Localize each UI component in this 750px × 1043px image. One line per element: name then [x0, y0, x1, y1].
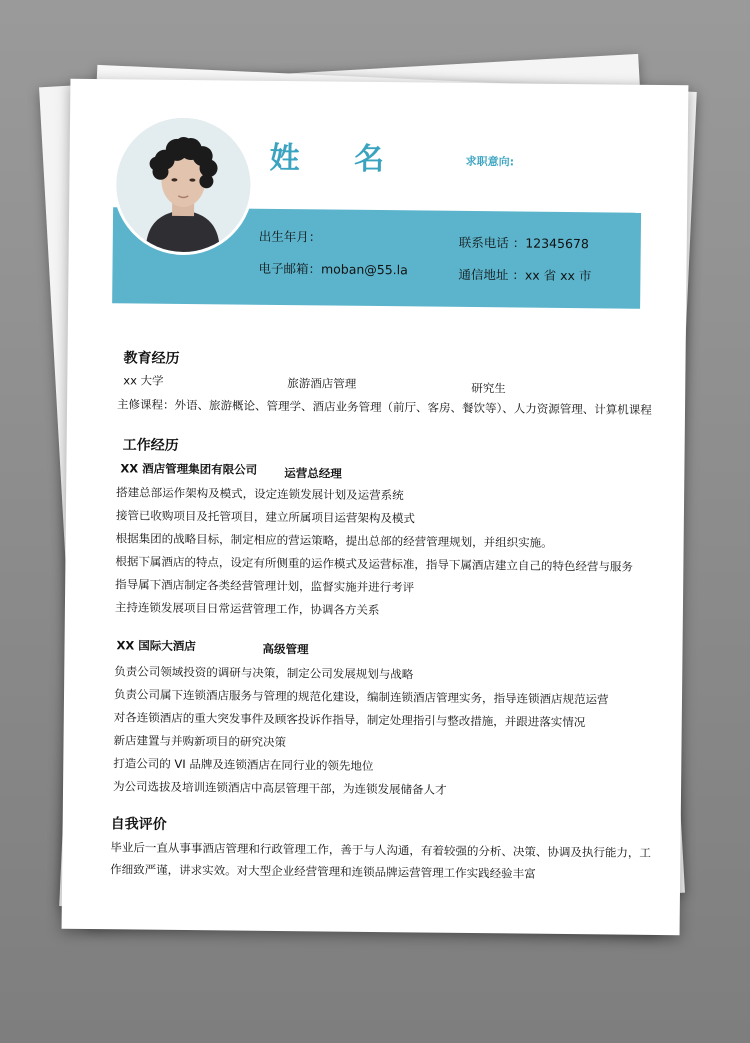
job-duty: 主持连锁发展项目日常运营管理工作，协调各方关系	[114, 600, 380, 618]
job-duty: 根据下属酒店的特点，设定有所侧重的运作模式及运营标准，指导下属酒店建立自己的特色经营与服务	[115, 554, 633, 574]
resume-page	[62, 79, 689, 935]
address-field: 通信地址 ：xx 省 xx 市	[458, 266, 592, 284]
self-eval-text: 作细致严谨，讲求实效。对大型企业经营管理和连锁品牌运营管理工作实践经验丰富	[110, 862, 536, 881]
education-degree: 研究生	[471, 381, 506, 396]
self-eval-heading: 自我评价	[110, 816, 167, 833]
education-major: 旅游酒店管理	[287, 376, 357, 391]
education-courses: 主修课程：外语、旅游概论、管理学、酒店业务管理（前厅、客房、餐饮等）、人力资源管理、计算机课程	[116, 397, 652, 417]
job-position: 运营总经理	[284, 466, 342, 481]
self-eval-text: 毕业后一直从事事酒店管理和行政管理工作，善于与人沟通，有着较强的分析、决策、协调及执行能力，工	[110, 840, 651, 860]
email-field: 电子邮箱：moban@55.la	[258, 260, 408, 278]
job-duty: 根据集团的战略目标，制定相应的营运策略，提出总部的经营管理规划，并组织实施。	[115, 531, 553, 550]
job-duty: 负责公司领域投资的调研与决策，制定公司发展规划与战略	[114, 664, 414, 682]
phone-field: 联系电话 ：12345678	[458, 234, 589, 252]
job-intent-label: 求职意向:	[465, 154, 515, 169]
avatar	[113, 114, 254, 255]
work-heading: 工作经历	[122, 437, 179, 454]
job-company: XX 国际大酒店	[116, 638, 196, 654]
job-position: 高级管理	[262, 641, 309, 657]
job-duty: 负责公司属下连锁酒店服务与管理的规范化建设，编制连锁酒店管理实务，指导连锁酒店规范运营	[113, 687, 609, 707]
education-school: xx 大学	[123, 373, 164, 388]
job-duty: 为公司选拔及培训连锁酒店中高层管理干部，为连锁发展储备人才	[112, 779, 447, 797]
birth-date-field: 出生年月：	[258, 228, 322, 245]
job-duty: 指导属下酒店制定各类经营管理计划，监督实施并进行考评	[115, 577, 415, 595]
job-duty: 打造公司的 VI 品牌及连锁酒店在同行业的领先地位	[113, 756, 374, 773]
job-duty: 新店建置与并购新项目的研究决策	[113, 733, 287, 750]
job-duty: 搭建总部运作架构及模式，设定连锁发展计划及运营系统	[116, 485, 404, 503]
job-duty: 接管已收购项目及托管项目，建立所属项目运营架构及模式	[115, 508, 415, 526]
education-heading: 教育经历	[123, 350, 180, 367]
avatar-photo	[116, 117, 251, 252]
job-company: XX 酒店管理集团有限公司	[120, 461, 258, 477]
job-duty: 对各连锁酒店的重大突发事件及顾客投诉作指导，制定处理指引与整改措施，并跟进落实情况	[113, 710, 586, 730]
candidate-name: 姓 名	[269, 140, 407, 178]
